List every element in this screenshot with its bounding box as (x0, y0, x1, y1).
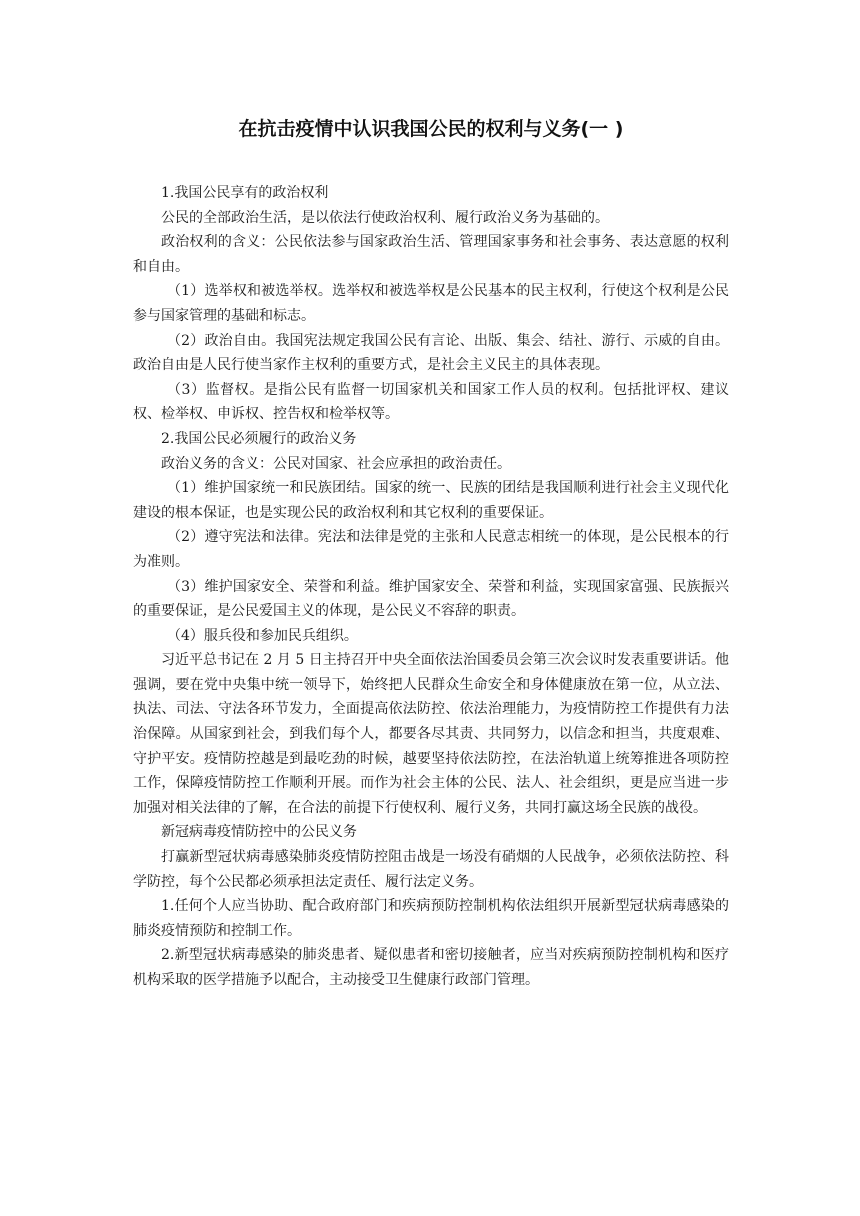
document-paragraph: 1.我国公民享有的政治权利 (161, 185, 329, 201)
document-page (133, 0, 729, 1216)
document-paragraph: 新冠病毒疫情防控中的公民义务 (161, 824, 357, 841)
document-paragraph: （1）选举权和被选举权。选举权和被选举权是公民基本的民主权利，行使这个权利是公民参与国家管理的基础和标志。 (133, 283, 729, 324)
document-paragraph: （2）政治自由。我国宪法规定我国公民有言论、出版、集会、结社、游行、示威的自由。政治自由是人民行使当家作主权利的重要方式，是社会主义民主的具体表现。 (133, 332, 729, 374)
document-paragraph: （4）服兵役和参加民兵组织。 (167, 627, 358, 644)
document-paragraph: 2.我国公民必须履行的政治义务 (161, 430, 357, 447)
document-paragraph: 政治权利的含义：公民依法参与国家政治生活、管理国家事务和社会事务、表达意愿的权利和自由。 (133, 234, 729, 275)
document-paragraph: （3）维护国家安全、荣誉和利益。维护国家安全、荣誉和利益，实现国家富强、民族振兴的重要保证，是公民爱国主义的体现，是公民义不容辞的职责。 (133, 578, 729, 620)
document-title: 在抗击疫情中认识我国公民的权利与义务(一 ) (238, 118, 624, 140)
document-paragraph: （2）遵守宪法和法律。宪法和法律是党的主张和人民意志相统一的体现，是公民根本的行为准则。 (133, 529, 729, 570)
document-paragraph: 政治义务的含义：公民对国家、社会应承担的政治责任。 (161, 455, 511, 472)
document-paragraph: 2.新型冠状病毒感染的肺炎患者、疑似患者和密切接触者，应当对疾病预防控制机构和医疗机构采取的医学措施予以配合，主动接受卫生健康行政部门管理。 (133, 947, 729, 988)
document-paragraph: 公民的全部政治生活，是以依法行使政治权利、履行政治义务为基础的。 (161, 209, 609, 226)
document-paragraph: （3）监督权。是指公民有监督一切国家机关和国家工作人员的权利。包括批评权、建议权、检举权、申诉权、控告权和检举权等。 (133, 381, 729, 423)
document-body (133, 181, 729, 993)
document-paragraph: 打赢新型冠状病毒感染肺炎疫情防控阻击战是一场没有硝烟的人民战争，必须依法防控、科学防控，每个公民都必须承担法定责任、履行法定义务。 (133, 849, 729, 890)
document-paragraph: 习近平总书记在 2 月 5 日主持召开中央全面依法治国委员会第三次会议时发表重要讲话。他强调，要在党中央集中统一领导下，始终把人民群众生命安全和身体健康放在第一位，从立法、执法、司法、守法各环节发力，全面提高依法防控、依法治理能力，为疫情防控工作提供有力法治保障。从国家到社会，到我们每个人，都要各尽其责、共同努力，以信念和担当，共度艰难、守护平安。疫情防控越是到最吃劲的时候，越要坚持依法防控，在法治轨道上统筹推进各项防控工作，保障疫情防控工作顺利开展。而作为社会主体的公民、法人、社会组织，更是应当进一步加强对相关法律的了解，在合法的前提下行使权利、履行义务，共同打赢这场全民族的战役。 (133, 652, 729, 816)
document-paragraph: 1.任何个人应当协助、配合政府部门和疾病预防控制机构依法组织开展新型冠状病毒感染的肺炎疫情预防和控制工作。 (133, 898, 729, 939)
document-paragraph: （1）维护国家统一和民族团结。国家的统一、民族的团结是我国顺利进行社会主义现代化建设的根本保证，也是实现公民的政治权利和其它权利的重要保证。 (133, 480, 729, 521)
